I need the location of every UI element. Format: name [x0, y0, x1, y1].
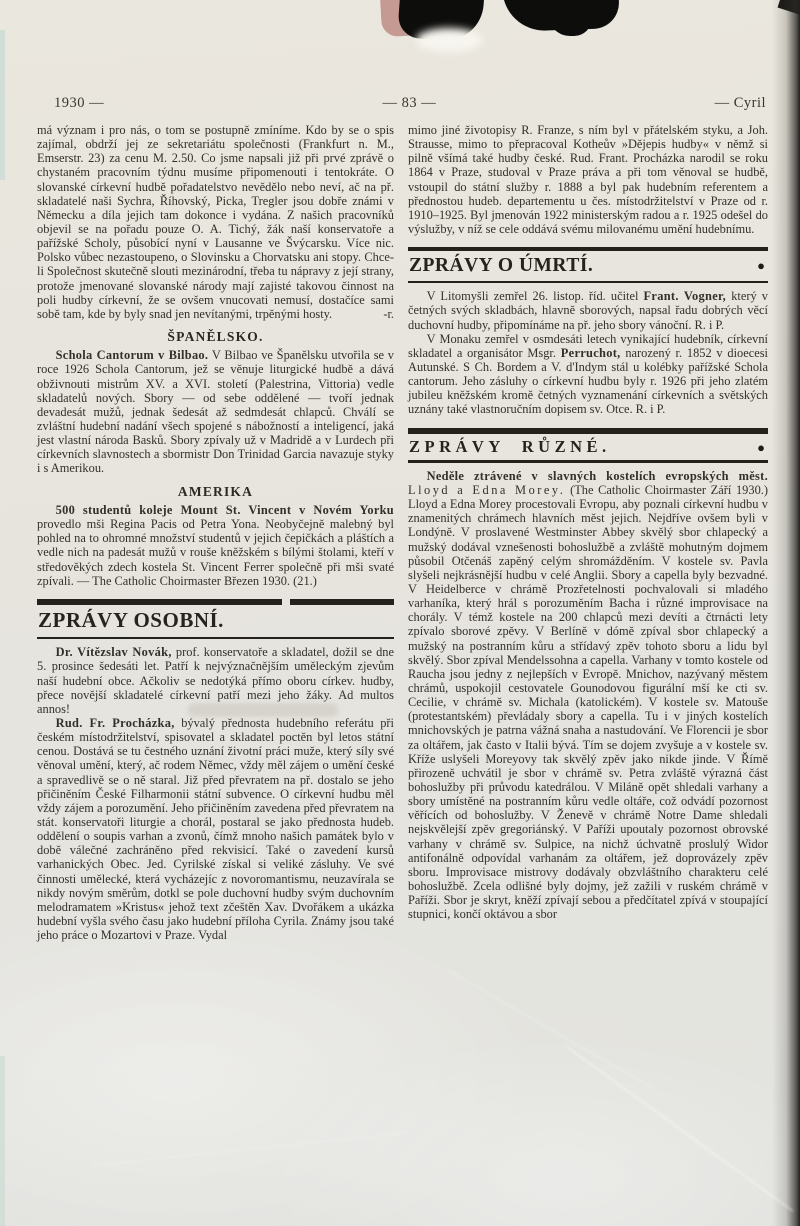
continuation-paragraph: mimo jiné životopisy R. Franze, s ním byl v přátelském styku, a Joh. Strausse, mimo to přepracoval Kotheův »Dějepis hudby« v němž si pilně všímá také hudby české. Rud. Frant. Procházka narodil se roku 1864 v Praze, studoval v Praze práva a při tom věnoval se hudbě, vstoupil do státní služby r. 1888 a byl pak hudebním referentem a přednostou hudeb. departementu u čes. místodržitelství v Praze od r. 1910–1925. Byl jmenován 1922 ministerským radou a r. 1925 odešel do výslužby, v níž se cele oddává svému milovanému umění hudebnímu.	[408, 123, 768, 236]
section-rule-top	[408, 428, 768, 434]
paper-crease	[91, 1131, 409, 1166]
novak-paragraph	[37, 645, 394, 716]
scanner-edge-strip	[0, 30, 5, 180]
author-initial: -r.	[383, 306, 394, 321]
spain-lead: Schola Cantorum v Bilbao.	[55, 348, 209, 363]
obituary-vogner-name: Frant. Vogner,	[643, 289, 727, 304]
section-rule-bottom	[408, 281, 768, 284]
scan-edge-shadow	[772, 0, 800, 1226]
obituary-vogner-body: který v četných svých skladbách, hlavně sborových, napsal řadu dobrých věcí duchovní hudby, připomínáme na př. jeho sbory vánoční. R. i P.	[408, 289, 768, 332]
various-article-paragraph	[408, 469, 768, 922]
america-body: provedlo mši Regina Pacis od Petra Yona. Neobyčejně malebný byl pohled na to ohromné množství studentů v jejich čepičkách a pláštích a vedle nich na padesát mužů v rouše kněžském s bílými štolami, kteří v středověkých zdech kostela St. Vincent Ferrer společně při mši svaté zpívali. — The Catholic Choirmaster Březen 1930. (21.)	[37, 517, 394, 588]
running-head-journal-title: — Cyril	[714, 95, 766, 111]
obituary-perruchot-body: narozený r. 1852 v dioecesi Autunské. S Ch. Bordem a V. d'Indym stál u kolébky pařížské Schola cantorum. Jeho zásluhy o církevní hudbu byly r. 1926 při jeho zlatém jubileu kněžském kromě četných vyznamenání církevních a světských uznány také vlastnoručním dopisem sv. Otce. R. i P.	[408, 345, 769, 417]
prochazka-lead: Rud. Fr. Procházka,	[55, 715, 175, 730]
running-head-year: 1930 —	[54, 95, 105, 111]
scanner-edge-strip	[0, 1056, 5, 1226]
section-bullet: ●	[757, 439, 765, 455]
section-rule-top	[37, 599, 394, 605]
section-bullet: ●	[757, 258, 765, 274]
obituary-perruchot-paragraph	[408, 332, 768, 417]
heading-spanelsko: ŠPANĚLSKO.	[167, 328, 264, 344]
section-rule-top	[408, 247, 768, 251]
paper-crease	[566, 1046, 794, 1212]
paper-crease	[446, 968, 655, 1090]
intro-body: má význam i pro nás, o tom se postupně zmíníme. Kdo by se o spis zajímal, obdrží jej ze sekretariátu společnosti (Frankfurt n. M., Emserstr. 23) za cenu M. 2.50. Co jsme napsali již při prvé zprávě o chystaném pracovním týdnu musíme připomenouti i tentokráte. O slovanské církevní hudbě pořadatelstvo nevědělo nebo neví, ač na př. skladatelé naši Sychra, Říhovský, Picka, Tregler jsou dobře známi v Německu a díla jejich tam dokonce i vydána. Z našich pracovníků objevil se na pořadu pouze O. A. Tichý, žák naší konservatoře a pařížské Scholy, působící nyní v Lausanne ve Švýcarsku. Více nic. Polsko vůbec nezastoupeno, o Slovinsku a Chorvatsku ani stopy. Chce-li Společnost skutečně slouti mezinárodní, třeba tu nápravy z její strany, protože jmenované slovanské národy mají zajisté takovou činnost na poli hudby církevní, že se ovšem vnucovati nemusí, dostačíce sami sobě tam, kde by byly snad jen nevítanými, trpěnými hosty.	[37, 123, 394, 321]
spain-body: V Bilbao ve Španělsku utvořila se v roce 1926 Schola Cantorum, jež se věnuje liturgické hudbě a dává obživnouti mistrům XV. a XVI. století (Palestrina, Vittoria) vedle skladatelů nových. Sbory — od sebe oddělené — tvoří jednak devadesát mužů, jednak šedesát až sedmdesát chlapců. Chválí se zvláštní hudební nadání všech spojené s nábožností a inteligencí, jaká jest vlastní národa Basků. Sbory zpívaly už v Madridě a v Lurdech při církevních slavnostech a sbormistr Don Trinidad Garcia navazuje styky i s Amerikou.	[37, 348, 394, 476]
obituary-vogner-pre: V Litomyšli zemřel 26. listop. říd. učitel	[426, 289, 639, 304]
section-rule-bottom	[408, 460, 768, 463]
various-article-lead: Neděle ztrávené v slavných kostelích evropských měst.	[426, 468, 768, 483]
obituary-vogner-paragraph	[408, 289, 768, 331]
section-header-zpravy-osobni	[37, 599, 394, 639]
section-header-zpravy-o-umrti	[408, 247, 768, 283]
america-lead: 500 studentů koleje Mount St. Vincent v Novém Yorku	[55, 502, 394, 517]
running-head-page-number: — 83 —	[382, 95, 437, 111]
section-title-zpravy-osobni: ZPRÁVY OSOBNÍ.	[38, 607, 224, 632]
section-title-zpravy-o-umrti: ZPRÁVY O ÚMRTÍ.	[409, 254, 594, 276]
america-paragraph	[37, 503, 394, 588]
prochazka-body: bývalý přednosta hudebního referátu při českém místodržitelství, spisovatel a skladatel poctěn byl letos státní cenou. Dostává se tu čestného uznání životní práci muže, který síly své věnoval umění, který, ač rodem Němec, vždy měl zájem o umění české a spravedlivě se o ně staral. Již před převratem na př. dostalo se jeho přičiněním České Filharmonii státní subvence. O církevní hudbu měl vždy zájem a porozumění. Jeho přičiněním zavedena před převratem na stát. konservatoři liturgie a chorál, postaral se jako přednosta hudeb. oddělení o soupis varhan a zvonů, čímž mnoho našich památek bylo v době válečné zachráněno před rekvisicí. Také o zavedení kursů varhanických Obec. Jed. Cyrilské získal si veliké zásluhy. Ve své činnosti umělecké, která vycházejíc z novoromantismu, neuzavírala se nikdy novým směrům, dotkl se pole duchovní hudby svým duchovním melodramatem »Kristus« jehož text zčeštěn Xav. Dvořákem a ukázka hudební vyšla svého času jako hudební příloha Cyrila. Známy jsou také jeho práce o Mozartovi v Praze. Vydal	[37, 715, 394, 943]
spain-paragraph	[37, 348, 394, 475]
torn-paper-fringe	[416, 28, 482, 52]
novak-body: prof. konservatoře a skladatel, dožil se dne 5. prosince šedesáti let. Patří k nejvýznačnějším uměleckým zjevům naší hudební obce. Ačkoliv se nedotýká přímo oboru církev. hudby, přece novější skladatelé církevní patří mezi jeho žáky. Ad multos annos!	[37, 645, 394, 716]
right-column	[408, 123, 768, 921]
intro-paragraph	[37, 123, 394, 321]
obituary-perruchot-pre: V Monaku zemřel v osmdesáti letech vynikající hudebník, církevní skladatel a organisátor Msgr.	[408, 331, 768, 360]
left-column	[37, 123, 394, 942]
heading-amerika: AMERIKA	[177, 483, 254, 499]
various-article-body: (The Catholic Choirmaster Září 1930.) Lloyd a Edna Morey procestovali Evropu, aby poznali církevní hudbu v znamenitých chrámech hlavních měst jejich. Nejdříve ovšem byli v Londýně. V proslavené Westminster Abbey skvělý sbor chlapecký a mužský dodával vznešenosti bohoslužbě a zvláště mohutným dojmem působil Otčenáš zapěný celým shromážděním. V kostele sv. Pavla slyšeli nejkrásnější hudbu v celé Anglii. Sbory a capella byly bezvadné. V Heidelberce v chrámě Prozřetelnosti pochvalovali si mladého varhaníka, který hrál s porozuměním Bacha i různé improvisace na chorály. V témž kostele na 200 chlapců mezi devíti a čtrnácti lety zpívalo sborové zpěvy. V Berlíně v dómě zpíval sbor chlapecký a mužský na postranním kůru a střídavý zpěv tohoto sboru a lidu byl skvělý. Sbor zpíval Mendelssohna a capella. Varhany v tomto kostele od Raucha jsou jedny z nejlepších v Evropě. Mnichov, nazývaný městem chrámů, uspokojil cestovatele Gounodovou figurální mší ke cti sv. Cecilie, v chrámě sv. Michala (katolickém). V kostele sv. Matouše (protestantském) převládaly sbory a capella. Tu i v jiných kostelích mnichovských je patrna vážná snaha a nastudování. Ve Florencii je sbor za oltářem, jak často v Italii bývá. Tím se dojem zvyšuje a v kostele sv. Kříže uslyšeli Moreyovy tak skvělý zpěv jako nikde jinde. V Římě přirozeně uchvátil je sbor v chrámě sv. Petra zvláště výrazná část bohoslužby při průvodu katedrálou. V Miláně opět shledali varhany a sbory umístěné na postranním kůru vedle oltáře, což odvádí pozornost věřících od bohoslužby. V Ženevě v chrámě Notre Dame shledali nejskvělejší zpěv gregoriánský. V Paříži upoutaly pozornost obrovské varhany v chrámě sv. Sulpice, na nichž úchvatně proslulý Widor antifonálně odpovídal varhanám za oltářem, jež doprovázely zpěv sboru. Improvisace mistrovy dodávaly obzvláštního charakteru celé bohoslužbě. Zcela odlišné byly dojmy, jež zažili v ruském chrámě v Paříži. Sbor je skryt, kněží zpívají sebou a předčítatel zpívá v stoupající stupnici, končí oktávou a sbor	[408, 483, 768, 922]
section-rule-bottom	[37, 637, 394, 640]
obituary-perruchot-name: Perruchot,	[560, 345, 621, 360]
section-title-zpravy-ruzne: ZPRÁVY RŮZNÉ.	[409, 436, 611, 456]
section-header-zpravy-ruzne	[408, 428, 768, 463]
prochazka-paragraph	[37, 716, 394, 942]
various-article-authors: Lloyd a Edna Morey.	[408, 483, 566, 498]
torn-edge-mark	[548, 0, 592, 36]
running-head	[54, 95, 766, 112]
novak-lead: Dr. Vítězslav Novák,	[55, 645, 172, 660]
